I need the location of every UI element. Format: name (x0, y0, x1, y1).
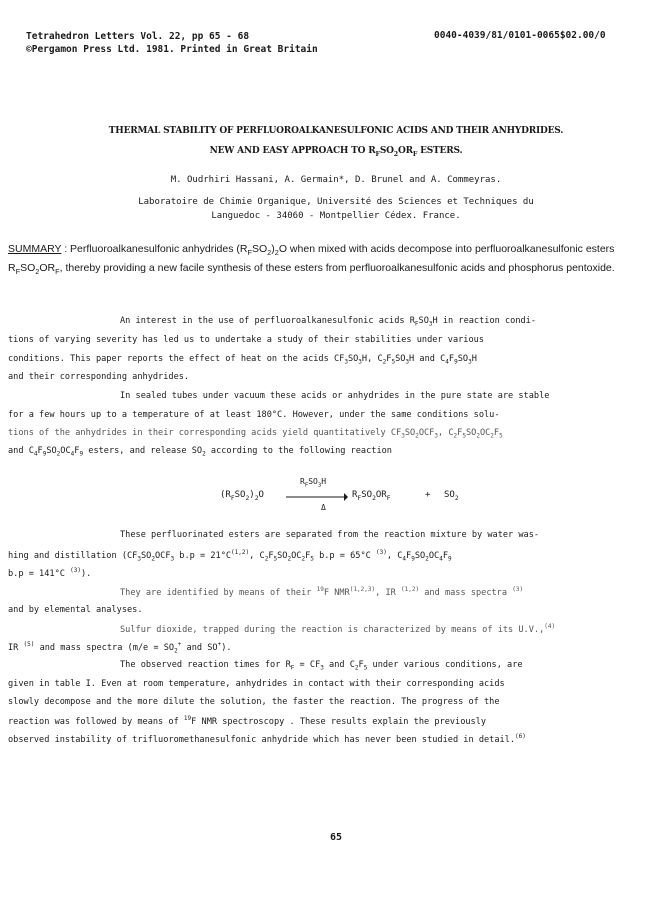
body-line: They are identified by means of their $^{19}$F NMR$^{(1,2,3)}$, IR $^{(1,2)}$ and mass spectra $^{(3)}$ (120, 586, 524, 598)
summary-label: SUMMARY (8, 243, 62, 255)
body-line: These perfluorinated esters are separated from the reaction mixture by water was- (120, 530, 540, 540)
article-title-line-2: NEW AND EASY APPROACH TO $R_FSO_2OR_F$ ESTERS. (209, 146, 463, 158)
body-line: An interest in the use of perfluoroalkanesulfonic acids $R_FSO_3H$ in reaction condi- (120, 316, 537, 328)
body-line: and $C_4F_9SO_2OC_4F_9$ esters, and release $SO_2$ according to the following reaction (8, 446, 392, 458)
body-line: conditions. This paper reports the effect of heat on the acids $CF_3SO_3H$, $C_2F_5SO_3H$ and $C_4F_9SO_3H$ (8, 354, 477, 366)
body-line: Sulfur dioxide, trapped during the reaction is characterized by means of its U.V.,$^{(4)}$ (120, 623, 556, 635)
reaction-reactant: $(R_FSO_2)_2O$ (220, 490, 264, 502)
copyright-notice: ©Pergamon Press Ltd. 1981. Printed in Great Britain (26, 44, 318, 55)
body-line: observed instability of trifluoromethanesulfonic anhydride which has never been studied in detail.$^{(6)}$ (8, 733, 526, 745)
reaction-arrow (286, 492, 348, 502)
body-line: IR $^{(5)}$ and mass spectra ($m/e = SO_2^+$ and SO+). (8, 641, 232, 655)
journal-header (26, 30, 318, 56)
article-title-line-1: THERMAL STABILITY OF PERFLUOROALKANESULFONIC ACIDS AND THEIR ANHYDRIDES. (108, 126, 564, 136)
reaction-product: $R_FSO_2OR_F$ (352, 490, 391, 502)
affiliation-line-1: Laboratoire de Chimie Organique, Université des Sciences et Techniques du (138, 197, 534, 207)
body-line: and by elemental analyses. (8, 605, 143, 615)
article-code: 0040-4039/81/0101-0065$02.00/0 (434, 30, 606, 41)
reaction-plus: + (425, 490, 431, 500)
reaction-byproduct: $SO_2$ (444, 490, 459, 502)
reaction-scheme (220, 477, 480, 517)
journal-citation: Tetrahedron Letters Vol. 22, pp 65 - 68 (26, 31, 250, 42)
body-line: In sealed tubes under vacuum these acids or anhydrides in the pure state are stable (120, 391, 550, 401)
body-line: slowly decompose and the more dilute the solution, the faster the reaction. The progress of the (8, 697, 500, 707)
body-line: and their corresponding anhydrides. (8, 372, 190, 382)
summary-abstract: SUMMARY : Perfluoroalkanesulfonic anhydrides $(R_FSO_2)_2O$ when mixed with acids decompose into perfluoroalkanesulfonic esters $R_FSO_2OR_F$, thereby providing a new facile synthesis of these esters from perfluoroalkanesulfonic acids and phosphorus pentoxide. (8, 243, 615, 276)
page-number: 65 (329, 832, 343, 843)
reaction-condition: Δ (321, 503, 326, 512)
body-line: tions of the anhydrides in their corresponding acids yield quantitatively $CF_3SO_2OCF_3$, $C_2F_5SO_2OC_2F_5$ (8, 428, 503, 440)
body-line: given in table I. Even at room temperature, anhydrides in contact with their corresponding acids (8, 679, 505, 689)
affiliation-line-2: Languedoc - 34060 - Montpellier Cédex. France. (211, 211, 461, 221)
body-line: The observed reaction times for $R_F = CF_3$ and $C_2F_5$ under various conditions, are (120, 660, 523, 672)
reaction-reagent: $R_FSO_3H$ (300, 477, 327, 489)
body-line: for a few hours up to a temperature of at least 180°C. However, under the same conditions solu- (8, 410, 500, 420)
body-line: hing and distillation ($CF_3SO_2OCF_3$ $b.p = 21^\circ C^{(1,2)}$, $C_2F_5SO_2OC_2F_5$ b.p = 65°C $^{(3)}$, $C_4F_9SO_2OC_4F_9$ (8, 549, 452, 563)
author-list: M. Oudrhiri Hassani, A. Germain*, D. Brunel and A. Commeyras. (170, 175, 502, 185)
body-line: reaction was followed by means of $^{19}$F NMR spectroscopy . These results explain the previously (8, 715, 487, 727)
body-line: tions of varying severity has led us to undertake a study of their stabilities under various (8, 335, 484, 345)
body-line: b.p = 141°C $^{(3)}$). (8, 567, 92, 579)
